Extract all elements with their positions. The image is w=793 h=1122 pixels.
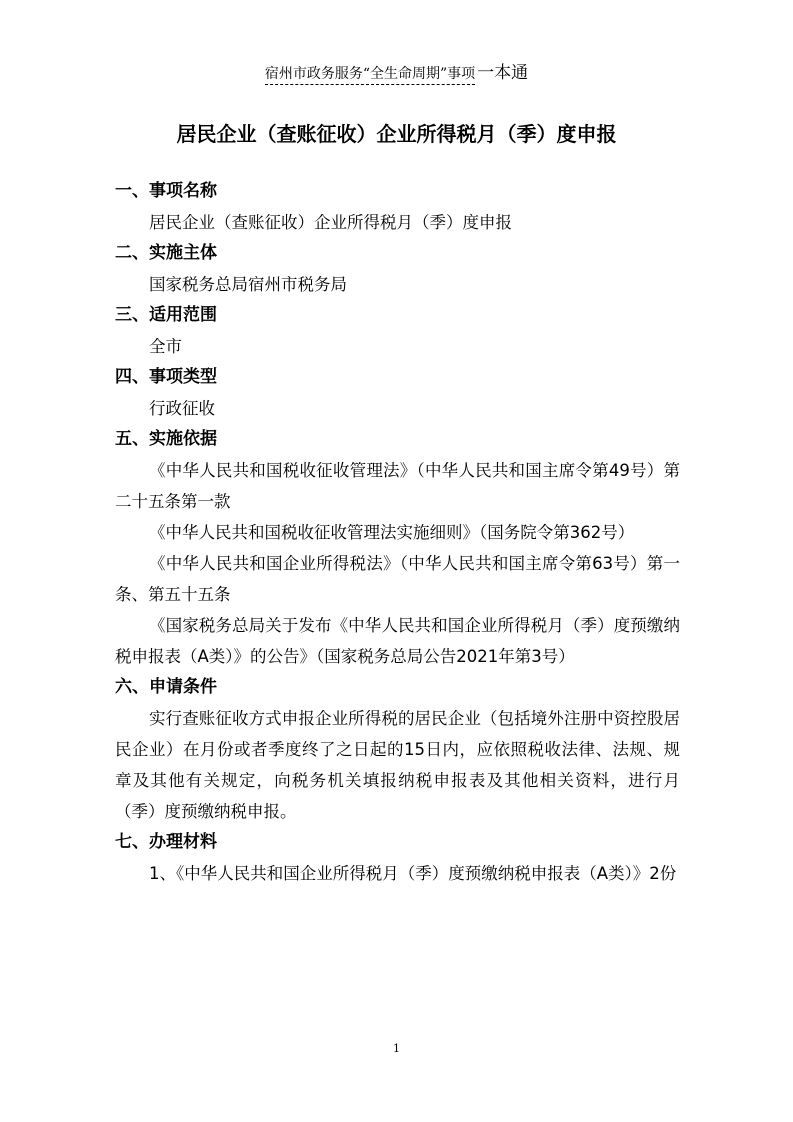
section-heading: 一、事项名称: [115, 181, 217, 201]
section-required-materials: [115, 827, 680, 889]
document-title: 居民企业（查账征收）企业所得税月（季）度申报: [176, 122, 617, 146]
document-body: [115, 176, 680, 889]
paragraph: 居民企业（查账征收）企业所得税月（季）度申报: [149, 213, 512, 232]
paragraph: 《中华人民共和国企业所得税法》（中华人民共和国主席令第63号）第一条、第五十五条: [115, 554, 680, 604]
section-implementing-body: [115, 238, 680, 300]
section-heading: 七、办理材料: [115, 832, 217, 852]
section-body: [115, 858, 680, 889]
section-item-name: [115, 176, 680, 238]
section-body: [115, 455, 680, 672]
section-heading: 四、事项类型: [115, 367, 217, 387]
section-item-type: [115, 362, 680, 424]
page-number: 1: [393, 1042, 400, 1055]
paragraph: 《国家税务总局关于发布《中华人民共和国企业所得税月（季）度预缴纳税申报表（A类）》的公告》（国家税务总局公告2021年第3号）: [115, 616, 680, 666]
header-series-suffix: 一本通: [477, 63, 529, 83]
paragraph: 国家税务总局宿州市税务局: [149, 275, 347, 294]
section-body: [115, 331, 680, 362]
section-body: [115, 269, 680, 300]
section-heading: 二、实施主体: [115, 243, 217, 263]
paragraph: 行政征收: [149, 399, 215, 418]
section-body: [115, 393, 680, 424]
paragraph: 《中华人民共和国税收征收管理法实施细则》（国务院令第362号）: [149, 523, 635, 542]
section-body: [115, 703, 680, 827]
section-legal-basis: [115, 424, 680, 672]
paragraph: 实行查账征收方式申报企业所得税的居民企业（包括境外注册中资控股居民企业）在月份或者季度终了之日起的15日内，应依照税收法律、法规、规章及其他有关规定，向税务机关填报纳税申报表及其他相关资料，进行月（季）度预缴纳税申报。: [115, 709, 680, 821]
paragraph: 1、《中华人民共和国企业所得税月（季）度预缴纳税申报表（A类）》2份: [149, 864, 677, 883]
paragraph: 《中华人民共和国税收征收管理法》（中华人民共和国主席令第49号）第二十五条第一款: [115, 461, 680, 511]
section-heading: 三、适用范围: [115, 305, 217, 325]
paragraph: 全市: [149, 337, 182, 356]
section-heading: 五、实施依据: [115, 429, 217, 449]
section-application-conditions: [115, 672, 680, 827]
page-header: [200, 64, 593, 85]
section-body: [115, 207, 680, 238]
section-heading: 六、申请条件: [115, 677, 217, 697]
header-series-title: 宿州市政务服务“全生命周期”事项: [265, 65, 475, 85]
section-scope: [115, 300, 680, 362]
